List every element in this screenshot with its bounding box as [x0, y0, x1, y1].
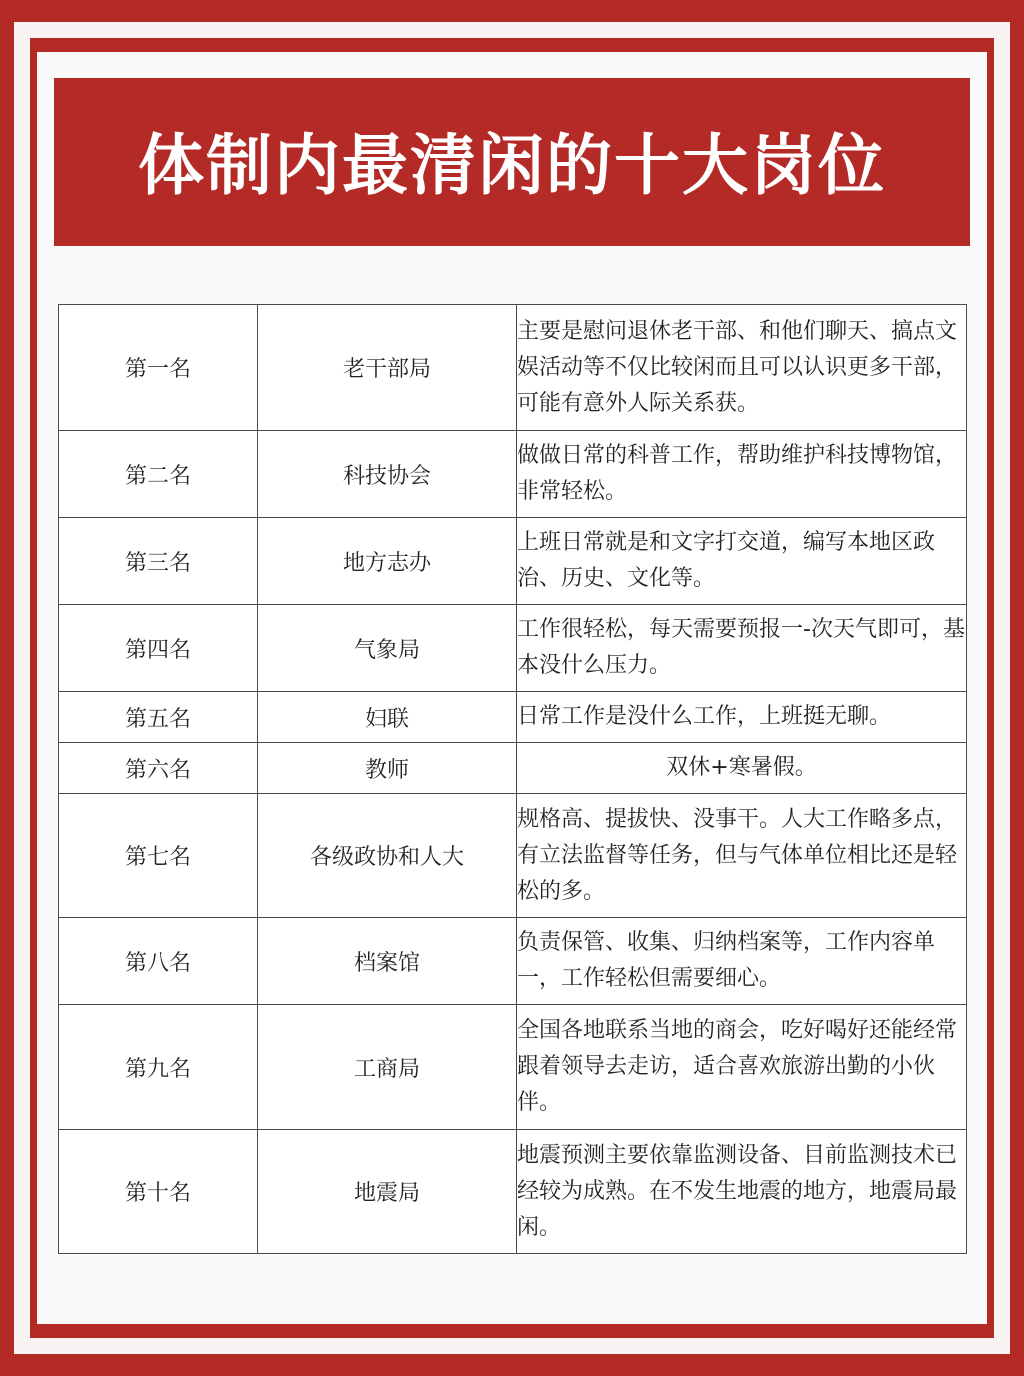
table-row	[59, 918, 967, 1005]
table-row	[59, 431, 967, 518]
table-row	[59, 518, 967, 605]
ranking-table	[58, 304, 967, 1254]
table-row	[59, 794, 967, 918]
description-cell: 负责保管、收集、归纳档案等，工作内容单一，工作轻松但需要细心。	[517, 918, 967, 1005]
department-cell: 各级政协和人大	[258, 794, 517, 918]
description-cell: 双休+寒暑假。	[517, 743, 967, 794]
department-cell: 工商局	[258, 1005, 517, 1130]
department-cell: 地方志办	[258, 518, 517, 605]
table-row	[59, 605, 967, 692]
table-row	[59, 1130, 967, 1254]
description-cell: 规格高、提拔快、没事干。人大工作略多点，有立法监督等任务，但与气体单位相比还是轻松的多。	[517, 794, 967, 918]
description-cell: 做做日常的科普工作，帮助维护科技博物馆，非常轻松。	[517, 431, 967, 518]
department-cell: 教师	[258, 743, 517, 794]
department-cell: 老干部局	[258, 305, 517, 431]
rank-cell: 第十名	[59, 1130, 258, 1254]
department-cell: 妇联	[258, 692, 517, 743]
rank-cell: 第一名	[59, 305, 258, 431]
description-cell: 上班日常就是和文字打交道，编写本地区政治、历史、文化等。	[517, 518, 967, 605]
page-title: 体制内最清闲的十大岗位	[138, 126, 886, 204]
table-row	[59, 305, 967, 431]
description-cell: 工作很轻松，每天需要预报一-次天气即可，基本没什么压力。	[517, 605, 967, 692]
department-cell: 档案馆	[258, 918, 517, 1005]
rank-cell: 第九名	[59, 1005, 258, 1130]
table-row	[59, 692, 967, 743]
rank-cell: 第三名	[59, 518, 258, 605]
rank-cell: 第八名	[59, 918, 258, 1005]
description-cell: 地震预测主要依靠监测设备、目前监测技术已经较为成熟。在不发生地震的地方，地震局最闲。	[517, 1130, 967, 1254]
rank-cell: 第二名	[59, 431, 258, 518]
table-row	[59, 743, 967, 794]
description-cell: 日常工作是没什么工作，上班挺无聊。	[517, 692, 967, 743]
description-cell: 主要是慰问退休老干部、和他们聊天、搞点文娱活动等不仅比较闲而且可以认识更多干部，可能有意外人际关系获。	[517, 305, 967, 431]
rank-cell: 第五名	[59, 692, 258, 743]
department-cell: 科技协会	[258, 431, 517, 518]
department-cell: 地震局	[258, 1130, 517, 1254]
title-banner	[54, 78, 970, 246]
description-cell: 全国各地联系当地的商会，吃好喝好还能经常跟着领导去走访，适合喜欢旅游出勤的小伙伴。	[517, 1005, 967, 1130]
rank-cell: 第七名	[59, 794, 258, 918]
department-cell: 气象局	[258, 605, 517, 692]
rank-cell: 第六名	[59, 743, 258, 794]
table-row	[59, 1005, 967, 1130]
rank-cell: 第四名	[59, 605, 258, 692]
